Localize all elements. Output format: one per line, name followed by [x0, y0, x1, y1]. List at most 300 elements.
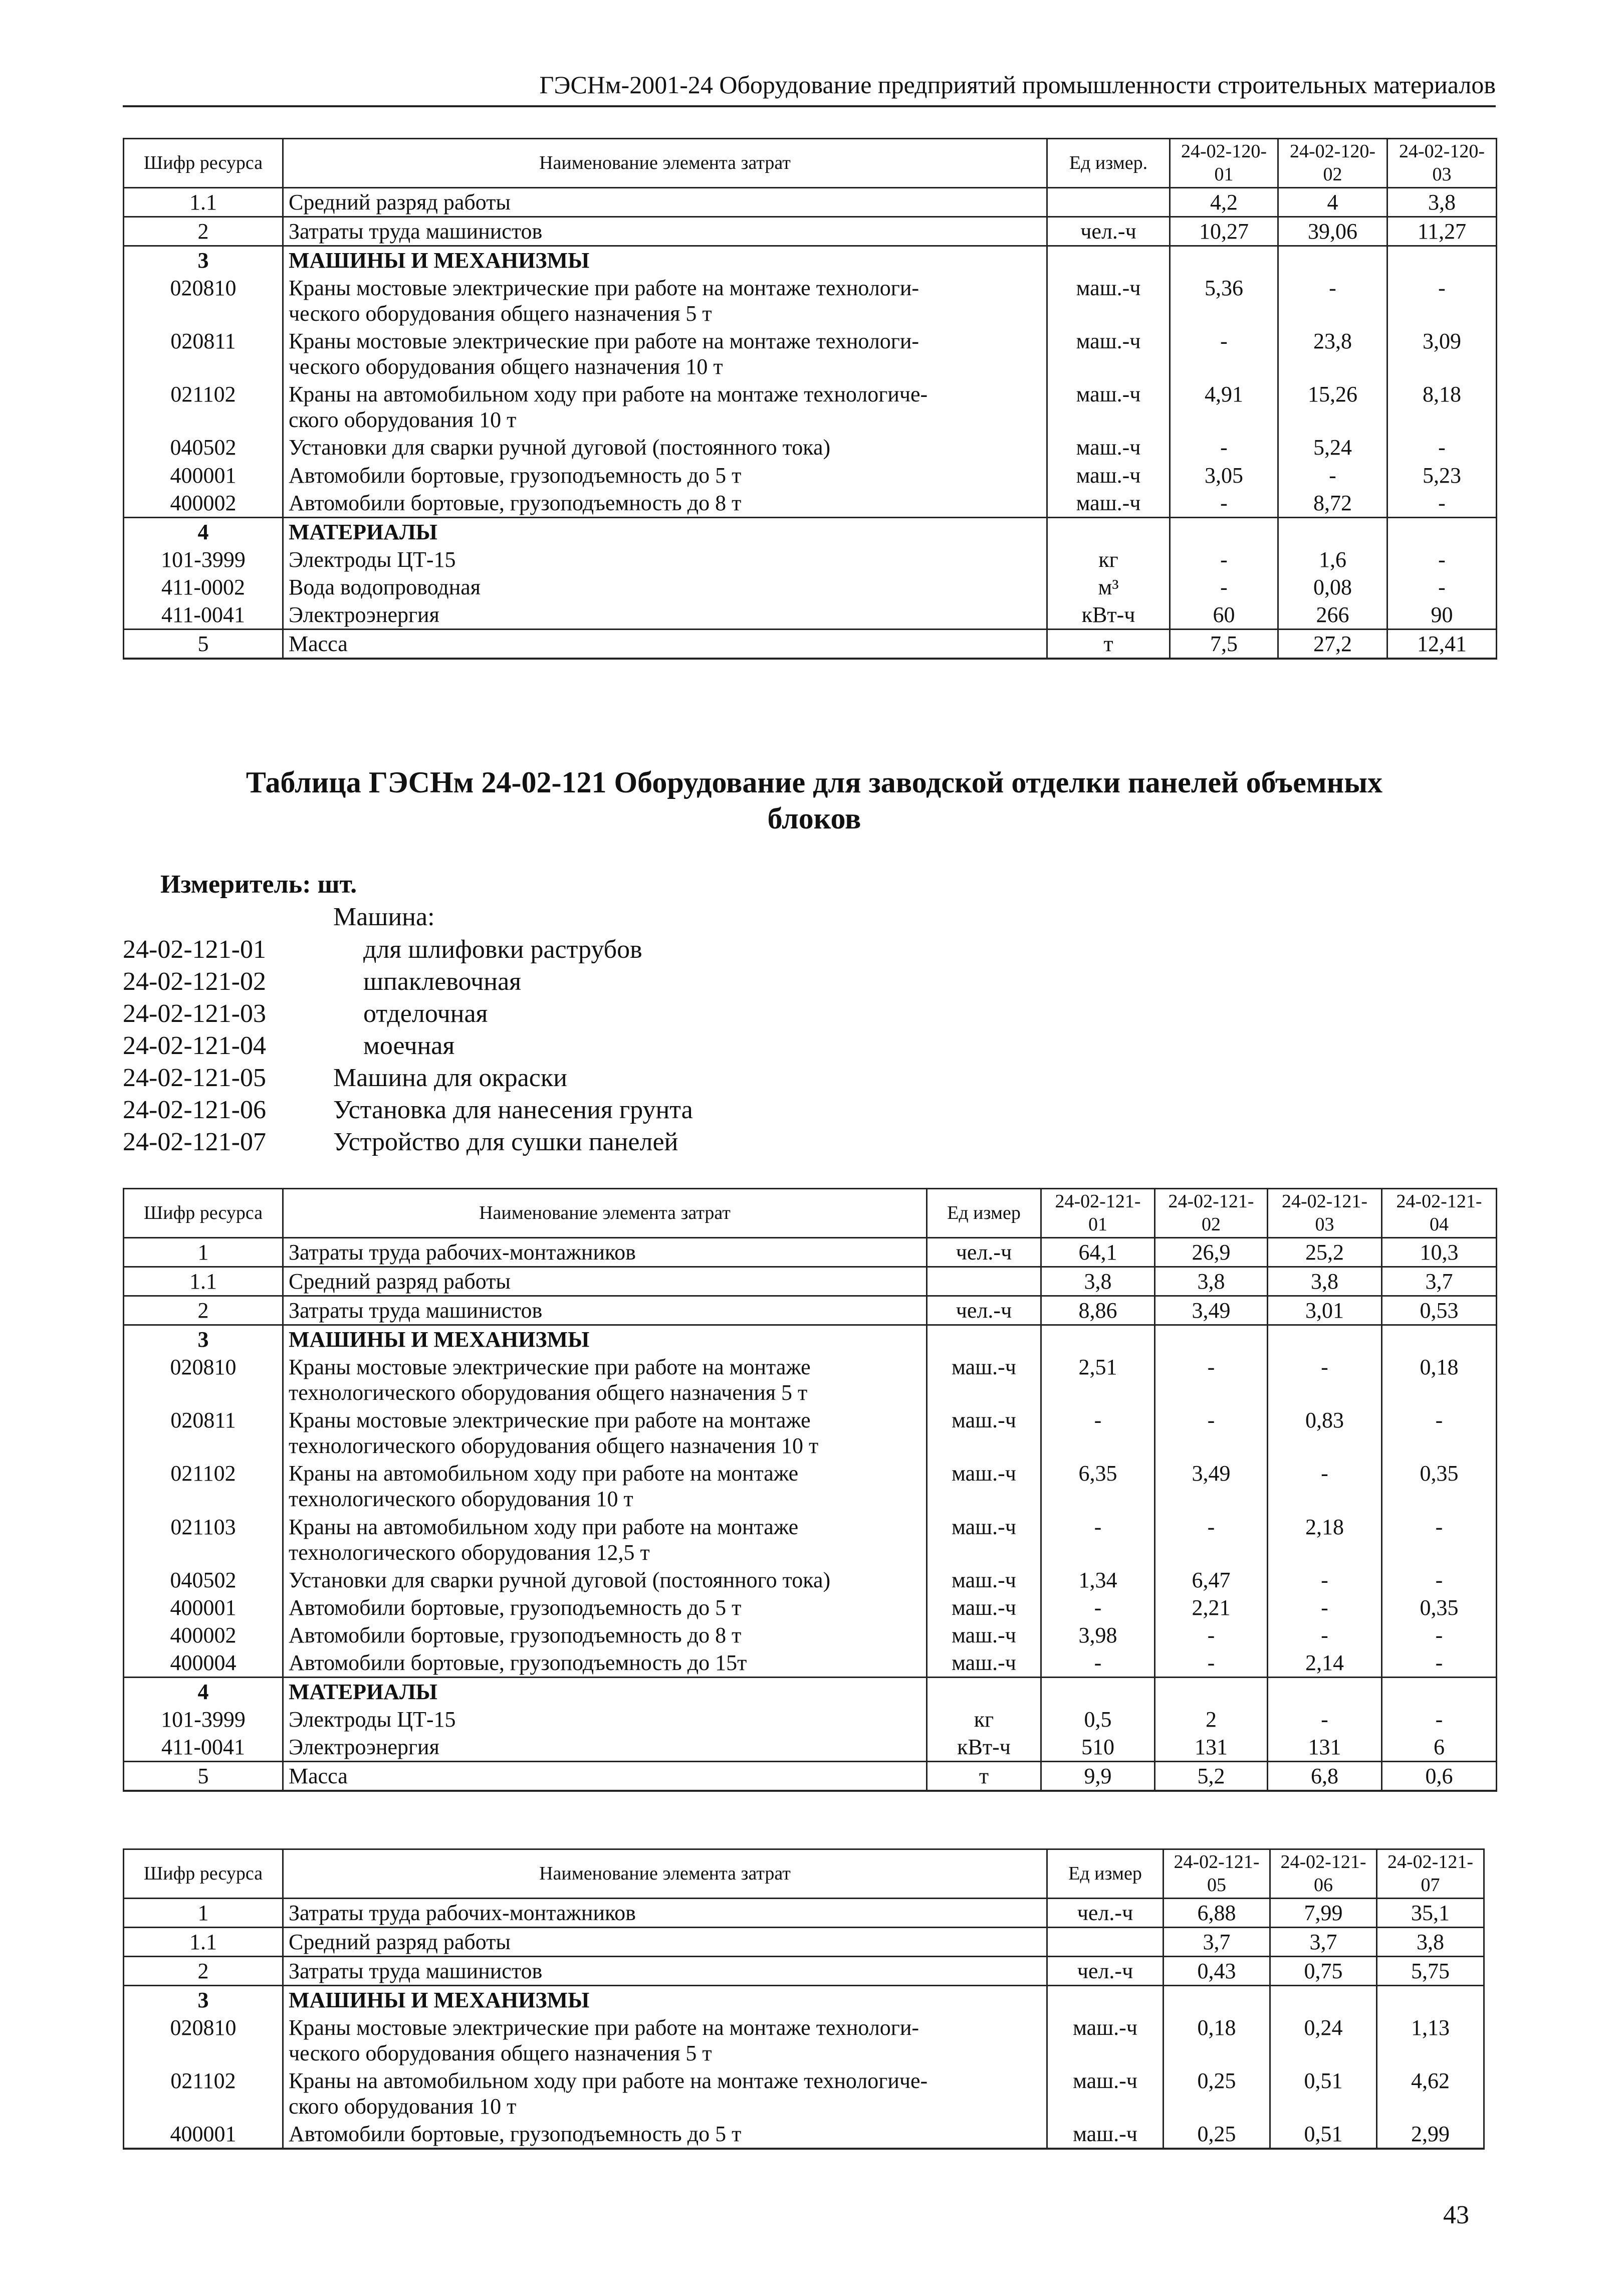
value-cell: -: [1268, 1621, 1382, 1649]
name-line: Краны мостовые электрические при работе на монтаже технологи-: [289, 329, 919, 354]
unit-cell: [1047, 188, 1170, 217]
unit-cell: маш.-ч: [927, 1406, 1041, 1460]
name-line: Установки для сварки ручной дуговой (постоянного тока): [289, 1567, 831, 1592]
value-cell: -: [1382, 1566, 1497, 1594]
value-cell: 6,47: [1155, 1566, 1268, 1594]
cost-element-name: [283, 1353, 927, 1406]
cost-element-name: [283, 217, 1047, 246]
name-line: Автомобили бортовые, грузоподъемность до 15т: [289, 1650, 747, 1675]
value-cell: -: [1155, 1406, 1268, 1460]
unit-cell: маш.-ч: [1047, 434, 1170, 461]
value-cell: 3,7: [1382, 1267, 1497, 1296]
value-cell: [1268, 1325, 1382, 1354]
value-cell: 5,2: [1155, 1761, 1268, 1791]
name-line: Затраты труда машинистов: [289, 219, 543, 244]
name-line: технологического оборудования общего назначения 10 т: [289, 1433, 819, 1459]
value-cell: 26,9: [1155, 1238, 1268, 1267]
variant-item: [123, 1095, 693, 1125]
table-row: [124, 1238, 1497, 1267]
column-header: 24-02-120-02: [1278, 139, 1387, 188]
unit-cell: маш.-ч: [927, 1460, 1041, 1513]
column-header: Ед измер.: [1047, 139, 1170, 188]
value-cell: -: [1382, 1706, 1497, 1733]
value-cell: 2,51: [1041, 1353, 1155, 1406]
unit-cell: маш.-ч: [1047, 274, 1170, 327]
value-cell: -: [1268, 1566, 1382, 1594]
unit-cell: [927, 1267, 1041, 1296]
cost-element-name: [283, 1957, 1047, 1986]
resource-code: 020810: [124, 1353, 283, 1406]
value-cell: [1268, 1677, 1382, 1706]
name-line: ского оборудования 10 т: [289, 407, 517, 433]
cost-element-name: [283, 1649, 927, 1678]
name-line: МАШИНЫ И МЕХАНИЗМЫ: [289, 1988, 590, 2013]
table-row: [124, 188, 1497, 217]
norms-table-24-02-121-b: [123, 1848, 1485, 2150]
unit-cell: чел.-ч: [1047, 217, 1170, 246]
value-cell: 10,3: [1382, 1238, 1497, 1267]
unit-cell: чел.-ч: [927, 1296, 1041, 1325]
value-cell: 131: [1155, 1733, 1268, 1762]
variant-item: [123, 1127, 678, 1157]
value-cell: 5,23: [1387, 462, 1497, 489]
value-cell: 4,91: [1170, 380, 1278, 434]
cost-element-name: [283, 188, 1047, 217]
variant-code: 24-02-121-04: [123, 1031, 266, 1060]
value-cell: 510: [1041, 1733, 1155, 1762]
value-cell: 0,43: [1164, 1957, 1270, 1986]
value-cell: 0,5: [1041, 1706, 1155, 1733]
resource-code: 5: [124, 629, 283, 659]
cost-element-name: [283, 1928, 1047, 1957]
unit-cell: [927, 1677, 1041, 1706]
value-cell: 0,6: [1382, 1761, 1497, 1791]
table-row: [124, 1594, 1497, 1621]
value-cell: 3,49: [1155, 1296, 1268, 1325]
name-line: МАШИНЫ И МЕХАНИЗМЫ: [289, 248, 590, 273]
cost-element-name: [283, 601, 1047, 630]
value-cell: [1377, 1986, 1484, 2014]
unit-cell: маш.-ч: [1047, 327, 1170, 380]
name-line: Затраты труда машинистов: [289, 1959, 543, 1984]
table-row: [124, 246, 1497, 275]
value-cell: 1,13: [1377, 2014, 1484, 2067]
value-cell: 3,05: [1170, 462, 1278, 489]
table-row: [124, 489, 1497, 518]
resource-code: 1.1: [124, 1928, 283, 1957]
value-cell: 3,8: [1155, 1267, 1268, 1296]
value-cell: [1382, 1677, 1497, 1706]
variant-item: [123, 935, 642, 964]
value-cell: -: [1382, 1406, 1497, 1460]
value-cell: 60: [1170, 601, 1278, 630]
value-cell: -: [1278, 462, 1387, 489]
resource-code: 2: [124, 217, 283, 246]
resource-code: 2: [124, 1296, 283, 1325]
name-line: Масса: [289, 631, 348, 656]
table-row: [124, 1677, 1497, 1706]
cost-element-name: [283, 1406, 927, 1460]
resource-code: 020810: [124, 2014, 283, 2067]
unit-cell: чел.-ч: [1047, 1899, 1164, 1928]
name-line: Масса: [289, 1763, 348, 1788]
unit-cell: чел.-ч: [927, 1238, 1041, 1267]
unit-cell: [1047, 1928, 1164, 1957]
column-header: 24-02-121-07: [1377, 1849, 1484, 1899]
resource-code: 3: [124, 1986, 283, 2014]
value-cell: 15,26: [1278, 380, 1387, 434]
value-cell: 0,24: [1270, 2014, 1377, 2067]
table-row: [124, 380, 1497, 434]
value-cell: -: [1387, 489, 1497, 518]
value-cell: -: [1155, 1621, 1268, 1649]
cost-element-name: [283, 517, 1047, 546]
resource-code: 2: [124, 1957, 283, 1986]
value-cell: 5,75: [1377, 1957, 1484, 1986]
value-cell: -: [1041, 1594, 1155, 1621]
name-line: технологического оборудования 12,5 т: [289, 1540, 650, 1565]
variant-code: 24-02-121-03: [123, 999, 266, 1028]
value-cell: -: [1268, 1706, 1382, 1733]
table-row: [124, 573, 1497, 601]
resource-code: 400002: [124, 489, 283, 518]
unit-cell: т: [927, 1761, 1041, 1791]
variant-name: Установка для нанесения грунта: [333, 1096, 693, 1124]
value-cell: -: [1268, 1353, 1382, 1406]
variant-name: отделочная: [363, 999, 488, 1028]
resource-code: 5: [124, 1761, 283, 1791]
table-row: [124, 546, 1497, 573]
table-row: [124, 1513, 1497, 1566]
variant-name: Устройство для сушки панелей: [333, 1128, 678, 1156]
unit-cell: чел.-ч: [1047, 1957, 1164, 1986]
column-header: 24-02-121-02: [1155, 1189, 1268, 1238]
column-header: Ед измер: [927, 1189, 1041, 1238]
cost-element-name: [283, 1513, 927, 1566]
name-line: Электроды ЦТ-15: [289, 1707, 456, 1732]
table-row: [124, 434, 1497, 461]
value-cell: -: [1170, 489, 1278, 518]
value-cell: -: [1387, 573, 1497, 601]
value-cell: 3,7: [1164, 1928, 1270, 1957]
value-cell: -: [1170, 434, 1278, 461]
variant-code: 24-02-121-01: [123, 935, 266, 964]
value-cell: 8,86: [1041, 1296, 1155, 1325]
unit-cell: маш.-ч: [1047, 2014, 1164, 2067]
value-cell: [1155, 1677, 1268, 1706]
column-header: 24-02-121-06: [1270, 1849, 1377, 1899]
table-title-line-2: блоков: [767, 802, 861, 835]
table-row: [124, 1566, 1497, 1594]
value-cell: 5,24: [1278, 434, 1387, 461]
cost-element-name: [283, 489, 1047, 518]
cost-element-name: [283, 2067, 1047, 2120]
norms-table-24-02-121-a: [123, 1188, 1497, 1792]
resource-code: 1.1: [124, 1267, 283, 1296]
cost-element-name: [283, 1761, 927, 1791]
value-cell: 6,35: [1041, 1460, 1155, 1513]
value-cell: 0,18: [1382, 1353, 1497, 1406]
unit-cell: маш.-ч: [1047, 380, 1170, 434]
value-cell: 2,18: [1268, 1513, 1382, 1566]
value-cell: [1387, 246, 1497, 275]
value-cell: 0,53: [1382, 1296, 1497, 1325]
value-cell: 3,8: [1377, 1928, 1484, 1957]
value-cell: [1164, 1986, 1270, 2014]
cost-element-name: [283, 1267, 927, 1296]
column-header: Шифр ресурса: [124, 1849, 283, 1899]
name-line: ческого оборудования общего назначения 5 т: [289, 2041, 712, 2066]
name-line: МАТЕРИАЛЫ: [289, 519, 437, 544]
value-cell: 2,21: [1155, 1594, 1268, 1621]
variant-name: для шлифовки раструбов: [363, 935, 642, 964]
value-cell: [1278, 246, 1387, 275]
resource-code: 020811: [124, 1406, 283, 1460]
resource-code: 1: [124, 1238, 283, 1267]
name-line: ческого оборудования общего назначения 5 т: [289, 301, 712, 326]
cost-element-name: [283, 1325, 927, 1354]
value-cell: 6,88: [1164, 1899, 1270, 1928]
variant-name: Машина для окраски: [333, 1064, 567, 1092]
name-line: Автомобили бортовые, грузоподъемность до 8 т: [289, 490, 742, 515]
value-cell: -: [1155, 1353, 1268, 1406]
column-header: Шифр ресурса: [124, 139, 283, 188]
resource-code: 1.1: [124, 188, 283, 217]
variant-name: шпаклевочная: [363, 967, 522, 996]
resource-code: 021102: [124, 380, 283, 434]
value-cell: [1041, 1325, 1155, 1354]
value-cell: 2,14: [1268, 1649, 1382, 1678]
column-header: 24-02-121-03: [1268, 1189, 1382, 1238]
header-row: [124, 1849, 1484, 1899]
norms-table-24-02-120: [123, 138, 1497, 660]
resource-code: 021103: [124, 1513, 283, 1566]
unit-cell: маш.-ч: [927, 1513, 1041, 1566]
table-row: [124, 217, 1497, 246]
variant-item: [123, 1031, 454, 1061]
value-cell: 5,36: [1170, 274, 1278, 327]
value-cell: 8,72: [1278, 489, 1387, 518]
cost-element-name: [283, 573, 1047, 601]
unit-cell: маш.-ч: [1047, 2067, 1164, 2120]
running-header: ГЭСНм-2001-24 Оборудование предприятий промышленности строительных материалов: [123, 70, 1496, 107]
table-row: [124, 1986, 1484, 2014]
column-header: 24-02-121-01: [1041, 1189, 1155, 1238]
name-line: Автомобили бортовые, грузоподъемность до 8 т: [289, 1622, 742, 1647]
value-cell: -: [1278, 274, 1387, 327]
table-row: [124, 1928, 1484, 1957]
resource-code: 411-0041: [124, 1733, 283, 1762]
column-header: 24-02-121-05: [1164, 1849, 1270, 1899]
name-line: МАТЕРИАЛЫ: [289, 1679, 437, 1704]
variant-item: [123, 1063, 567, 1093]
value-cell: 1,6: [1278, 546, 1387, 573]
header-row: [124, 139, 1497, 188]
value-cell: 3,49: [1155, 1460, 1268, 1513]
column-header: Шифр ресурса: [124, 1189, 283, 1238]
table-title-line-1: Таблица ГЭСНм 24-02-121 Оборудование для заводской отделки панелей объемных: [246, 766, 1383, 799]
value-cell: 90: [1387, 601, 1497, 630]
resource-code: 101-3999: [124, 1706, 283, 1733]
cost-element-name: [283, 1566, 927, 1594]
name-line: Автомобили бортовые, грузоподъемность до 5 т: [289, 1595, 742, 1620]
value-cell: 0,51: [1270, 2120, 1377, 2149]
unit-cell: [1047, 1986, 1164, 2014]
cost-element-name: [283, 2014, 1047, 2067]
cost-element-name: [283, 1677, 927, 1706]
value-cell: -: [1170, 327, 1278, 380]
variant-item: [123, 999, 488, 1028]
table-title: [123, 764, 1506, 837]
table-row: [124, 327, 1497, 380]
value-cell: -: [1382, 1513, 1497, 1566]
name-line: Вода водопроводная: [289, 574, 481, 599]
resource-code: 400001: [124, 1594, 283, 1621]
unit-cell: маш.-ч: [1047, 2120, 1164, 2149]
value-cell: -: [1170, 546, 1278, 573]
resource-code: 400004: [124, 1649, 283, 1678]
resource-code: 040502: [124, 434, 283, 461]
name-line: Затраты труда рабочих-монтажников: [289, 1240, 636, 1265]
name-line: Электроэнергия: [289, 1734, 439, 1759]
value-cell: -: [1268, 1594, 1382, 1621]
name-line: ческого оборудования общего назначения 10 т: [289, 354, 723, 379]
value-cell: 11,27: [1387, 217, 1497, 246]
table-row: [124, 2120, 1484, 2149]
value-cell: 10,27: [1170, 217, 1278, 246]
resource-code: 020811: [124, 327, 283, 380]
value-cell: 3,09: [1387, 327, 1497, 380]
value-cell: -: [1170, 573, 1278, 601]
table-row: [124, 274, 1497, 327]
table-row: [124, 1899, 1484, 1928]
cost-element-name: [283, 1706, 927, 1733]
resource-code: 411-0002: [124, 573, 283, 601]
value-cell: 2,99: [1377, 2120, 1484, 2149]
resource-code: 400002: [124, 1621, 283, 1649]
unit-cell: [1047, 246, 1170, 275]
cost-element-name: [283, 1986, 1047, 2014]
table-row: [124, 1957, 1484, 1986]
value-cell: 8,18: [1387, 380, 1497, 434]
unit-cell: м³: [1047, 573, 1170, 601]
cost-element-name: [283, 327, 1047, 380]
name-line: Краны на автомобильном ходу при работе на монтаже технологиче-: [289, 2068, 928, 2094]
cost-element-name: [283, 462, 1047, 489]
name-line: Средний разряд работы: [289, 1930, 511, 1955]
table-row: [124, 517, 1497, 546]
value-cell: [1155, 1325, 1268, 1354]
value-cell: -: [1382, 1649, 1497, 1678]
table-row: [124, 1649, 1497, 1678]
resource-code: 021102: [124, 2067, 283, 2120]
unit-cell: кг: [1047, 546, 1170, 573]
value-cell: 9,9: [1041, 1761, 1155, 1791]
value-cell: -: [1155, 1513, 1268, 1566]
value-cell: 0,18: [1164, 2014, 1270, 2067]
name-line: Автомобили бортовые, грузоподъемность до 5 т: [289, 463, 742, 488]
cost-element-name: [283, 274, 1047, 327]
value-cell: -: [1387, 546, 1497, 573]
name-line: Затраты труда рабочих-монтажников: [289, 1901, 636, 1926]
name-line: Краны мостовые электрические при работе на монтаже технологи-: [289, 2015, 919, 2040]
unit-cell: маш.-ч: [927, 1594, 1041, 1621]
value-cell: 2: [1155, 1706, 1268, 1733]
value-cell: 39,06: [1278, 217, 1387, 246]
name-line: Краны на автомобильном ходу при работе на монтаже: [289, 1514, 799, 1539]
value-cell: 23,8: [1278, 327, 1387, 380]
value-cell: [1170, 246, 1278, 275]
value-cell: 0,25: [1164, 2120, 1270, 2149]
value-cell: 7,5: [1170, 629, 1278, 659]
cost-element-name: [283, 434, 1047, 461]
column-header: Наименование элемента затрат: [283, 139, 1047, 188]
value-cell: -: [1155, 1649, 1268, 1678]
value-cell: -: [1041, 1513, 1155, 1566]
resource-code: 3: [124, 1325, 283, 1354]
name-line: Краны мостовые электрические при работе на монтаже: [289, 1355, 811, 1380]
value-cell: [1170, 517, 1278, 546]
name-line: Электроэнергия: [289, 602, 439, 627]
name-line: Средний разряд работы: [289, 190, 511, 215]
cost-element-name: [283, 246, 1047, 275]
name-line: Краны мостовые электрические при работе на монтаже технологи-: [289, 276, 919, 301]
name-line: ского оборудования 10 т: [289, 2094, 517, 2119]
unit-cell: маш.-ч: [1047, 489, 1170, 518]
resource-code: 040502: [124, 1566, 283, 1594]
value-cell: 6: [1382, 1733, 1497, 1762]
value-cell: -: [1268, 1460, 1382, 1513]
value-cell: 25,2: [1268, 1238, 1382, 1267]
name-line: Краны мостовые электрические при работе на монтаже: [289, 1408, 811, 1433]
resource-code: 3: [124, 246, 283, 275]
unit-cell: маш.-ч: [1047, 462, 1170, 489]
value-cell: 0,35: [1382, 1460, 1497, 1513]
unit-cell: маш.-ч: [927, 1649, 1041, 1678]
value-cell: 7,99: [1270, 1899, 1377, 1928]
resource-code: 4: [124, 1677, 283, 1706]
variant-name: моечная: [363, 1031, 455, 1060]
unit-cell: маш.-ч: [927, 1621, 1041, 1649]
value-cell: [1270, 1986, 1377, 2014]
column-header: 24-02-120-01: [1170, 139, 1278, 188]
cost-element-name: [283, 1238, 927, 1267]
resource-code: 020810: [124, 274, 283, 327]
table-row: [124, 601, 1497, 630]
cost-element-name: [283, 2120, 1047, 2149]
table-row: [124, 1761, 1497, 1791]
unit-cell: т: [1047, 629, 1170, 659]
value-cell: 0,35: [1382, 1594, 1497, 1621]
value-cell: [1041, 1677, 1155, 1706]
table-row: [124, 1621, 1497, 1649]
name-line: Краны на автомобильном ходу при работе на монтаже технологиче-: [289, 382, 928, 407]
value-cell: 0,08: [1278, 573, 1387, 601]
value-cell: 0,75: [1270, 1957, 1377, 1986]
table-row: [124, 1460, 1497, 1513]
value-cell: 131: [1268, 1733, 1382, 1762]
cost-element-name: [283, 380, 1047, 434]
value-cell: [1278, 517, 1387, 546]
header-row: [124, 1189, 1497, 1238]
unit-cell: маш.-ч: [927, 1566, 1041, 1594]
value-cell: -: [1387, 274, 1497, 327]
unit-cell: кг: [927, 1706, 1041, 1733]
value-cell: 0,51: [1270, 2067, 1377, 2120]
value-cell: 3,7: [1270, 1928, 1377, 1957]
name-line: Затраты труда машинистов: [289, 1298, 543, 1323]
value-cell: 4,62: [1377, 2067, 1484, 2120]
